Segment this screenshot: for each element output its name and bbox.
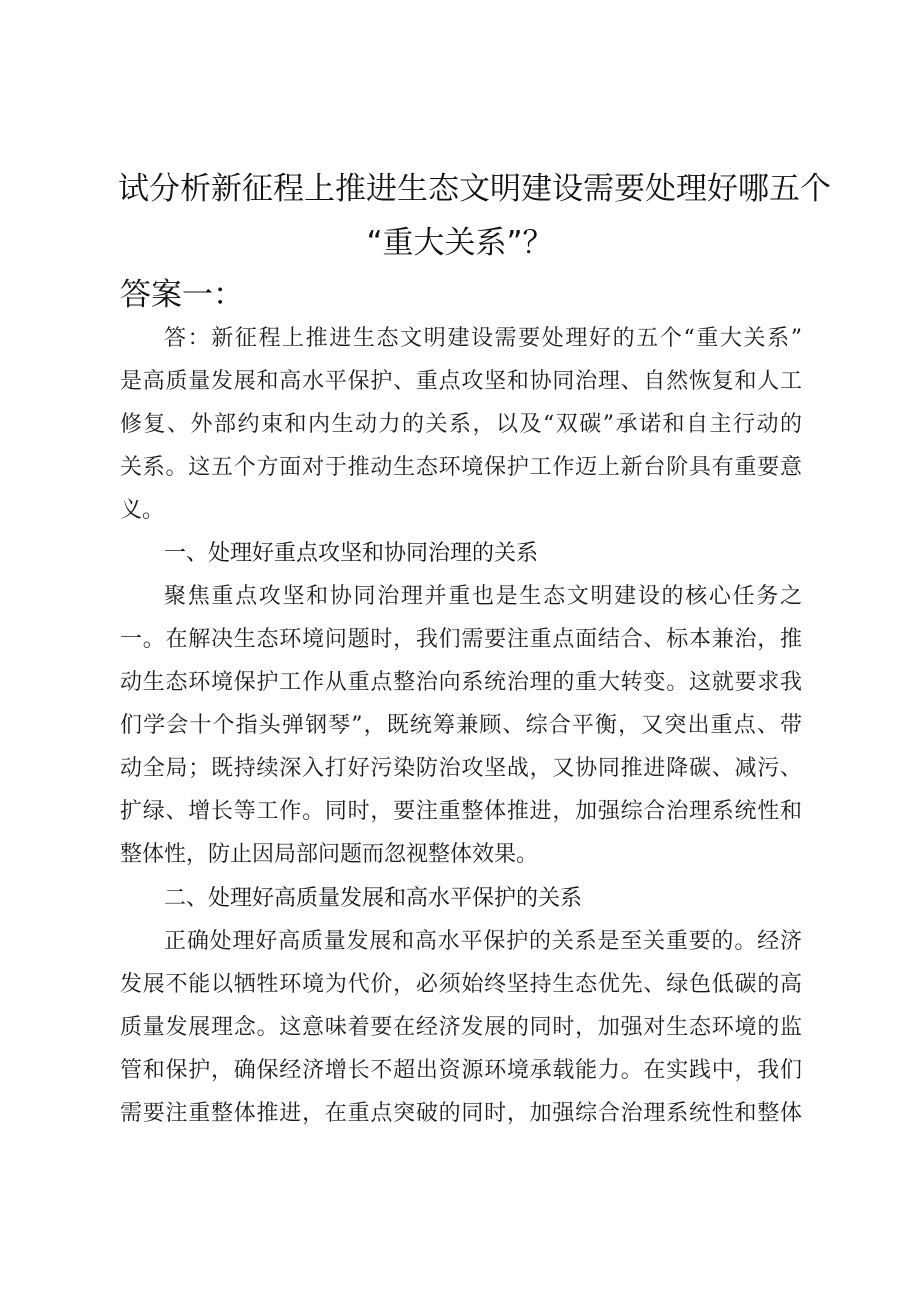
document-title-line-2: “重大关系”？: [366, 225, 554, 261]
section-2-heading: 二、处理好高质量发展和高水平保护的关系: [164, 886, 583, 911]
section-1-paragraph-line: 聚焦重点攻坚和协同治理并重也是生态文明建设的核心任务之: [164, 584, 802, 609]
section-2-paragraph-line: 质量发展理念。这意味着要在经济发展的同时，加强对生态环境的监: [120, 1015, 802, 1040]
section-2-paragraph-line: 管和保护，确保经济增长不超出资源环境承载能力。在实践中，我们: [120, 1058, 802, 1083]
section-2-paragraph-line: 正确处理好高质量发展和高水平保护的关系是至关重要的。经济: [164, 929, 802, 954]
section-1-paragraph-line: 动生态环境保护工作从重点整治向系统治理的重大转变。这就要求我: [120, 670, 802, 695]
intro-paragraph-line: 关系。这五个方面对于推动生态环境保护工作迈上新台阶具有重要意: [120, 455, 802, 480]
document-title-line-1: 试分析新征程上推进生态文明建设需要处理好哪五个: [118, 171, 831, 207]
section-1-paragraph-line: 扩绿、增长等工作。同时，要注重整体推进，加强综合治理系统性和: [120, 799, 802, 824]
intro-paragraph-line: 答：新征程上推进生态文明建设需要处理好的五个“重大关系”: [164, 326, 802, 351]
section-2-paragraph-line: 需要注重整体推进，在重点突破的同时，加强综合治理系统性和整体: [120, 1101, 802, 1126]
intro-paragraph-line: 义。: [120, 498, 165, 523]
section-1-paragraph-line: 整体性，防止因局部问题而忽视整体效果。: [120, 842, 539, 867]
section-2-paragraph-line: 发展不能以牺牲环境为代价，必须始终坚持生态优先、绿色低碳的高: [120, 972, 802, 997]
section-1-paragraph-line: 动全局；既持续深入打好污染防治攻坚战，又协同推进降碳、减污、: [120, 756, 802, 781]
section-1-heading: 一、处理好重点攻坚和协同治理的关系: [164, 541, 539, 566]
intro-paragraph-line: 修复、外部约束和内生动力的关系，以及“双碳”承诺和自主行动的: [120, 412, 802, 437]
intro-paragraph-line: 是高质量发展和高水平保护、重点攻坚和协同治理、自然恢复和人工: [120, 369, 802, 394]
section-1-paragraph-line: 们学会十个指头弹钢琴”，既统筹兼顾、综合平衡，又突出重点、带: [120, 713, 802, 738]
section-1-paragraph-line: 一。在解决生态环境问题时，我们需要注重点面结合、标本兼治，推: [120, 627, 802, 652]
answer-heading: 答案一：: [120, 277, 244, 313]
